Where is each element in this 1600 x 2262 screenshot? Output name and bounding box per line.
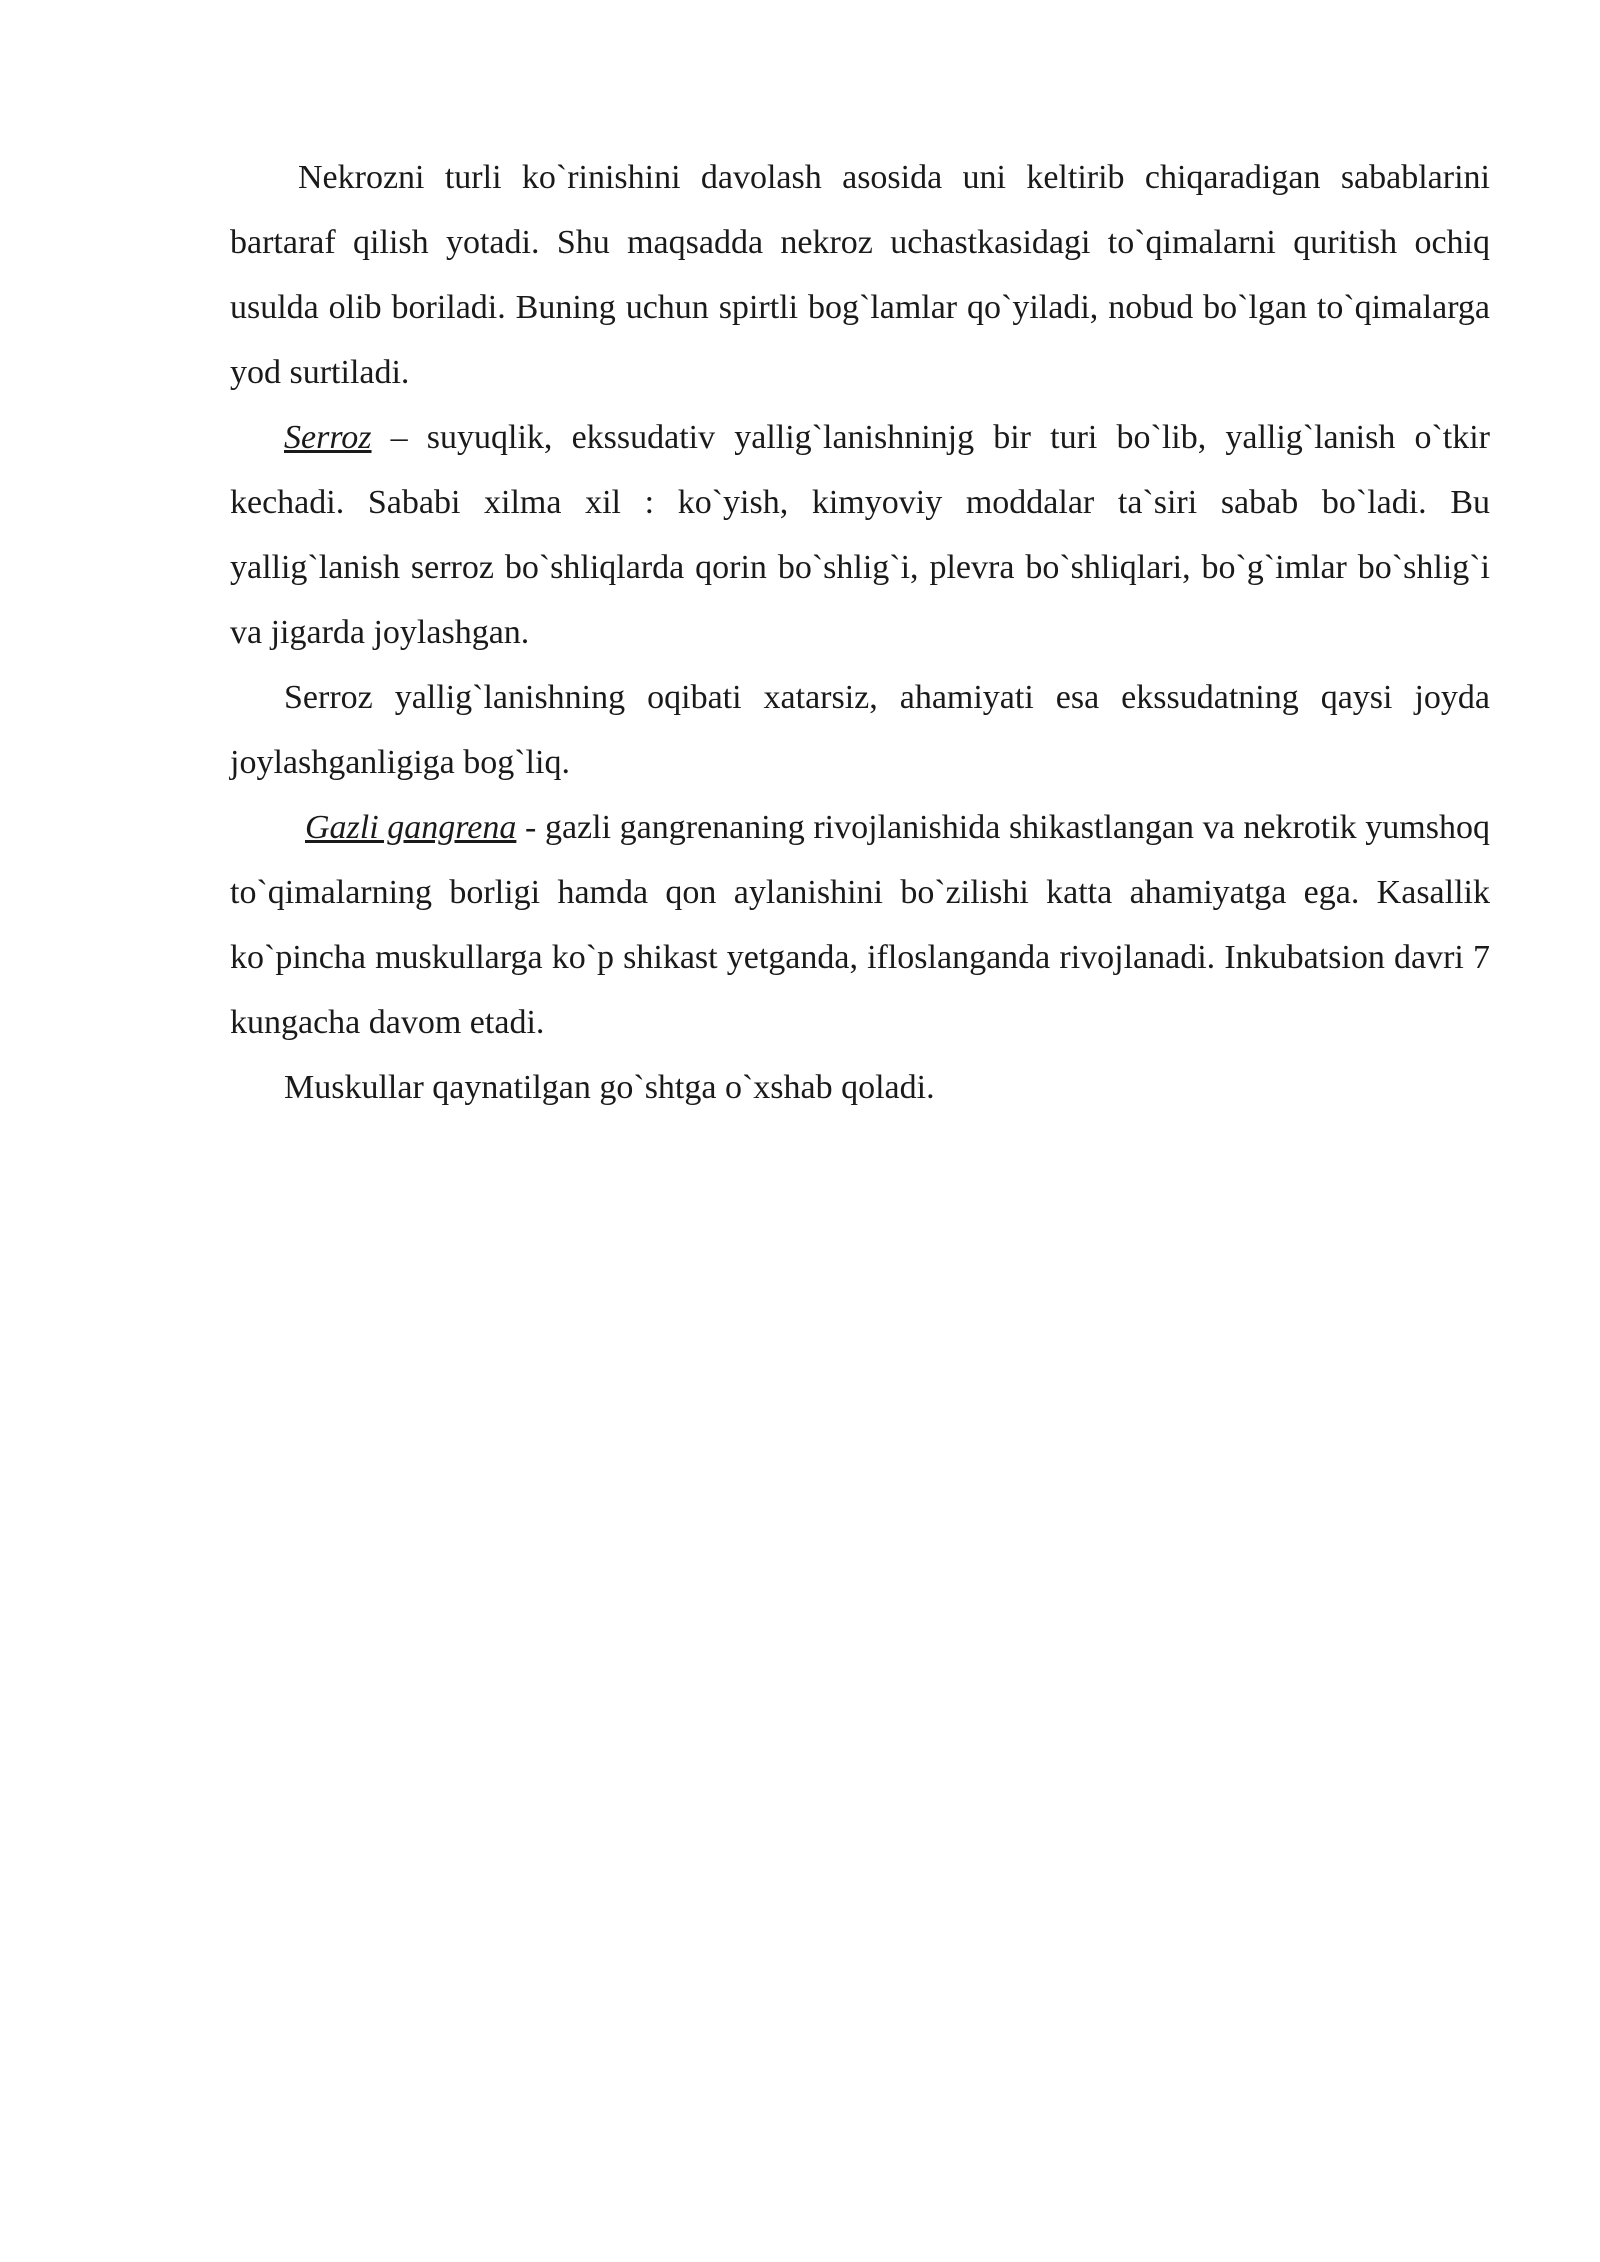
paragraph-text: Nekrozni turli ko`rinishini davolash asosida uni keltirib chiqaradigan sabablarini bartaraf qilish yotadi. Shu maqsadda nekroz uchastkasidagi to`qimalarni quritish ochiq usulda olib boriladi. Buning uchun spirtli bog`lamlar qo`yiladi, nobud bo`lgan to`qimalarga yod surtiladi. xyxy=(230,159,1490,391)
paragraph-muscles xyxy=(230,1055,1490,1120)
paragraph-nekroz-treatment xyxy=(230,145,1490,405)
paragraph-gazli-gangrena xyxy=(230,795,1490,1055)
paragraph-serroz-outcome xyxy=(230,665,1490,795)
paragraph-text: - gazli gangrenaning rivojlanishida shikastlangan va nekrotik yumshoq to`qimalarning borligi hamda qon aylanishini bo`zilishi katta ahamiyatga ega. Kasallik ko`pincha muskullarga ko`p shikast yetganda, ifloslanganda rivojlanadi. Inkubatsion davri 7 kungacha davom etadi. xyxy=(230,809,1490,1041)
paragraph-serroz xyxy=(230,405,1490,665)
term-gazli-gangrena: Gazli gangrena xyxy=(305,809,517,846)
paragraph-text: Muskullar qaynatilgan go`shtga o`xshab qoladi. xyxy=(284,1069,935,1106)
paragraph-text: Serroz yallig`lanishning oqibati xatarsiz, ahamiyati esa ekssudatning qaysi joyda joylashganligiga bog`liq. xyxy=(230,679,1490,781)
document-body xyxy=(230,145,1490,1120)
term-serroz: Serroz xyxy=(284,419,372,456)
paragraph-text: – suyuqlik, ekssudativ yallig`lanishninjg bir turi bo`lib, yallig`lanish o`tkir kechadi. Sababi xilma xil : ko`yish, kimyoviy moddalar ta`siri sabab bo`ladi. Bu yallig`lanish serroz bo`shliqlarda qorin bo`shlig`i, plevra bo`shliqlari, bo`g`imlar bo`shlig`i va jigarda joylashgan. xyxy=(230,419,1490,651)
